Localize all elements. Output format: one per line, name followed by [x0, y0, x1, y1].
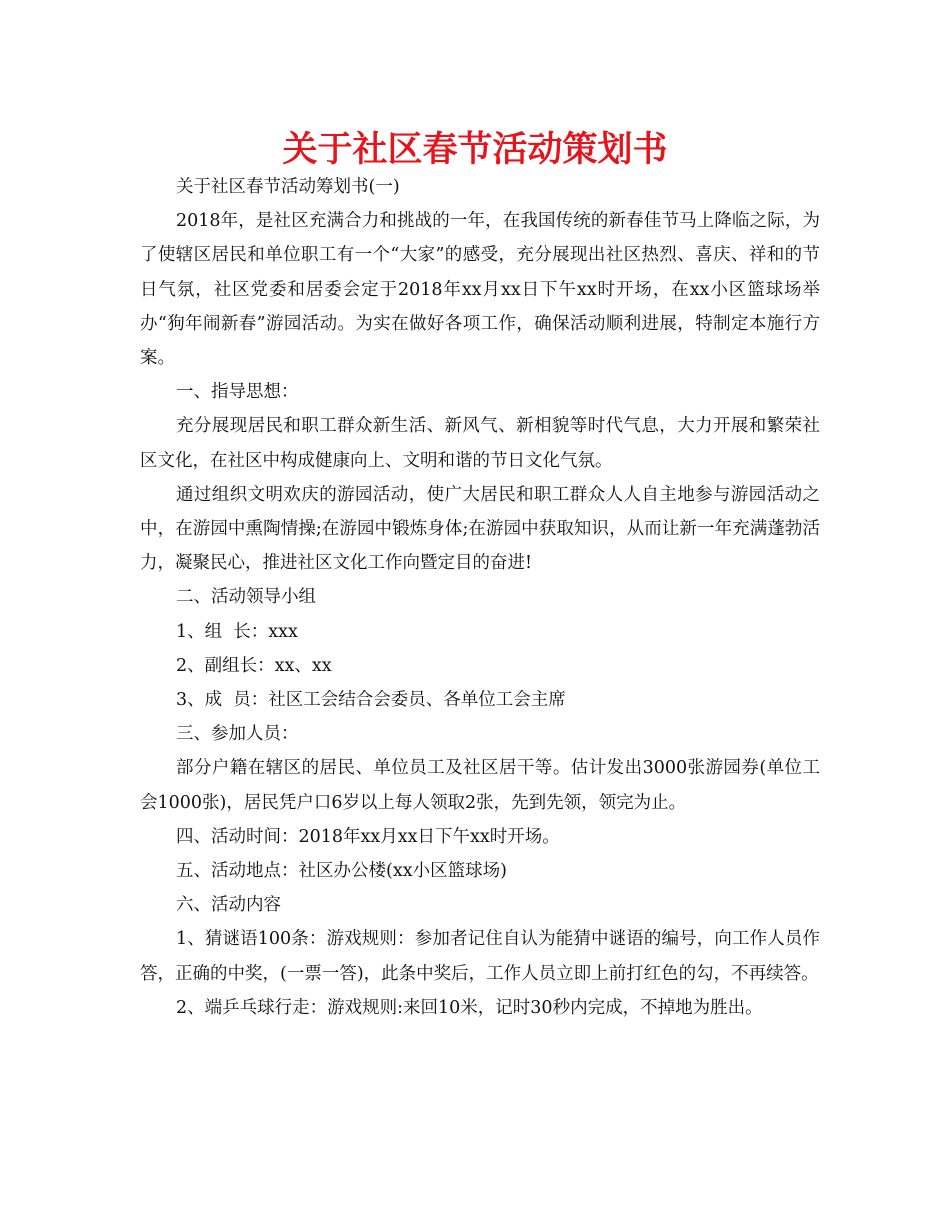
leadership-item-members: 3、成 员：社区工会结合会委员、各单位工会主席	[176, 690, 566, 711]
intro-paragraph: 2018年，是社区充满合力和挑战的一年，在我国传统的新春佳节马上降临之际，为了使辖区居民和单位职工有一个“大家”的感受，充分展现出社区热烈、喜庆、祥和的节日气氛，社区党委和居委会定于2018年xx月xx日下午xx时开场，在xx小区篮球场举办“狗年闹新春”游园活动。为实在做好各项工作，确保活动顺利进展，特制定本施行方案。	[140, 211, 820, 369]
content-item-pingpong-walk: 2、端乒乓球行走：游戏规则:来回10米，记时30秒内完成，不掉地为胜出。	[176, 997, 763, 1018]
guiding-ideas-paragraph-2: 通过组织文明欢庆的游园活动，使广大居民和职工群众人人自主地参与游园活动之中，在游园中熏陶情操;在游园中锻炼身体;在游园中获取知识，从而让新一年充满蓬勃活力，凝聚民心，推进社区文化工作向暨定目的奋进!	[140, 484, 820, 574]
subtitle-paragraph: 关于社区春节活动筹划书(一)	[176, 177, 400, 197]
section-heading-time: 四、活动时间：2018年xx月xx日下午xx时开场。	[176, 826, 560, 847]
document-title: 关于社区春节活动策划书	[282, 129, 668, 170]
document-body	[140, 170, 820, 1025]
guiding-ideas-paragraph-1: 充分展现居民和职工群众新生活、新风气、新相貌等时代气息，大力开展和繁荣社区文化，在社区中构成健康向上、文明和谐的节日文化气氛。	[140, 416, 820, 471]
leadership-item-leader: 1、组 长：xxx	[176, 621, 298, 642]
section-heading-content: 六、活动内容	[176, 895, 281, 916]
participants-paragraph: 部分户籍在辖区的居民、单位员工及社区居干等。估计发出3000张游园券(单位工会1000张)，居民凭户口6岁以上每人领取2张，先到先领，领完为止。	[140, 758, 820, 813]
content-item-riddles: 1、猜谜语100条：游戏规则：参加者记住自认为能猜中谜语的编号，向工作人员作答，正确的中奖，(一票一答)，此条中奖后，工作人员立即上前打红色的勾，不再续答。	[140, 929, 820, 984]
section-heading-leadership-group: 二、活动领导小组	[176, 587, 316, 608]
leadership-item-deputy: 2、副组长：xx、xx	[176, 655, 332, 676]
section-heading-guiding-ideas: 一、指导思想：	[176, 382, 299, 403]
section-heading-location: 五、活动地点：社区办公楼(xx小区篮球场)	[176, 861, 507, 882]
section-heading-participants: 三、参加人员：	[176, 724, 299, 745]
